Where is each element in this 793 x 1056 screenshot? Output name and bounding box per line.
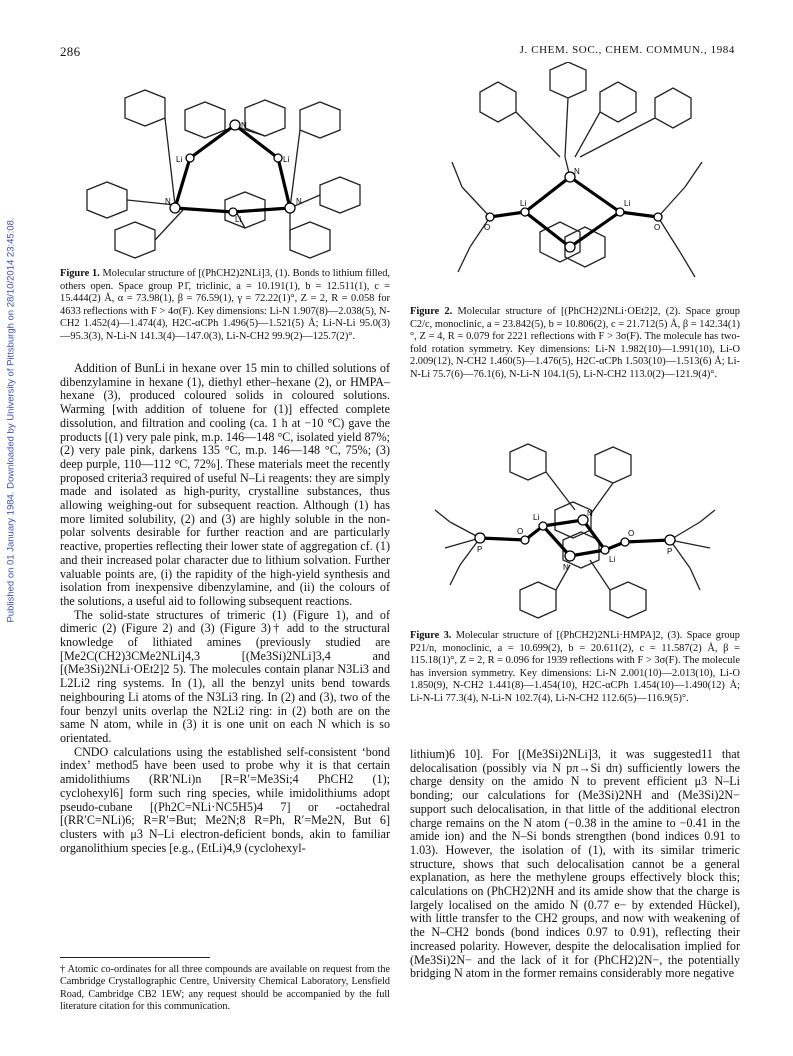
- fig2-li-right: Li: [624, 199, 631, 208]
- fig2-o-right: O: [654, 223, 661, 232]
- fig2-n: N: [574, 167, 580, 176]
- fig2-li-left: Li: [520, 199, 527, 208]
- footnote-rule: [60, 957, 210, 958]
- fig2-o-left: O: [484, 223, 491, 232]
- fig1-n-left: N: [165, 197, 171, 206]
- left-column-text: [60, 362, 390, 855]
- figure-3-structure: [425, 440, 725, 635]
- fig3-li-top: Li: [533, 513, 540, 522]
- fig3-li-bottom: Li: [609, 555, 616, 564]
- figure-1-structure: [75, 80, 375, 270]
- fig3-p-left: P: [477, 545, 483, 554]
- right-column-text: [410, 748, 740, 981]
- footnote: † Atomic co-ordinates for all three compounds are available on request from the Cambridge Crystallographic Centre, University Chemical Laboratory, Lensfield Road, Cambridge CB2 1EW; any request should be accompanied by the full literature citation for this communication.: [60, 964, 390, 1013]
- download-watermark: [0, 200, 22, 640]
- download-watermark-text: Published on 01 January 1984. Downloaded by University of Pittsburgh on 28/10/2014 23:45:08.: [5, 217, 17, 623]
- fig1-n-right: N: [296, 197, 302, 206]
- fig1-li-left: Li: [176, 155, 183, 164]
- fig3-o-left: O: [517, 527, 524, 536]
- figure-2-label: Figure 2.: [410, 306, 453, 317]
- figure-2-caption-text: Molecular structure of [(PhCH2)2NLi·OEt2]2, (2). Space group C2/c, monoclinic, a = 23.842(5), b = 10.806(2), c = 21.712(5) Å, β = 142.34(1)°, Z = 4, R = 0.079 for 2221 reflections with F > 3σ(F). The molecule has two-fold rotation symmetry. Key dimensions: Li-N 1.982(10)—1.991(10), Li-O 2.009(12), N-CH2 1.460(5)—1.476(5), H2C-αCPh 1.503(10)—1.513(6) Å; Li-N-Li 75.7(6)—76.1(6), N-Li-N 104.1(5), Li-N-CH2 113.0(2)—121.9(4)°.: [410, 306, 740, 380]
- fig3-p-right: P: [667, 547, 673, 556]
- figure-1-label: Figure 1.: [60, 268, 100, 279]
- paragraph-3: CNDO calculations using the established self-consistent ‘bond index’ method5 have been used to probe why it is that certain amidolithiums (RR′NLi)n [R=R′=Me3Si;4 PhCH2 (1); cyclohexyl6] form such ring species, while imidolithiums adopt pseudo-cubane [(Ph2C=NLi·NC5H5)4 7] or -octahedral [(RR′C=NLi)6; R=R′=But; Me2N;8 R=Ph, R′=Me2N, But 6] clusters with μ3 N–Li electron-deficient bonds, akin to familiar organolithium species [e.g., (EtLi)4,9 (cyclohexyl-: [60, 744, 390, 855]
- fig3-n-top: N: [587, 509, 593, 518]
- figure-2-structure: [440, 62, 720, 302]
- page-number: 286: [60, 44, 81, 59]
- figure-3-caption-text: Molecular structure of [(PhCH2)2NLi·HMPA]2, (3). Space group P21/n, monoclinic, a = 10.699(2), b = 20.611(2), c = 11.587(2) Å, β = 115.18(1)°, Z = 2, R = 0.096 for 1939 reflections with F > 3σ(F). The molecule has inversion symmetry. Key dimensions: Li-N 2.001(10)—2.013(10), Li-O 1.850(9), N-CH2 1.441(8)—1.454(10), H2C-αCPh 1.454(10)—1.490(12) Å; Li-N-Li 77.3(4), N-Li-N 102.7(4), Li-N-CH2 112.6(5)—116.9(5)°.: [410, 630, 740, 704]
- fig1-n-top: N: [241, 121, 247, 130]
- figure-1-caption-text: Molecular structure of [(PhCH2)2NLi]3, (1). Bonds to lithium filled, others open. Space group P1̄, triclinic, a = 10.191(1), b = 12.511(1), c = 15.444(2) Å, α = 73.98(1), β = 76.59(1), γ = 72.22(1)°, Z = 2, R = 0.058 for 4633 reflections with F > 4σ(F). Key dimensions: Li-N 1.907(8)—2.038(5), N-CH2 1.452(4)—1.474(4), H2C-αCPh 1.496(5)—1.521(5) Å; Li-N-Li 95.0(3)—95.3(3), N-Li-N 141.3(4)—147.0(3), Li-N-CH2 99.9(2)—125.7(2)°.: [60, 268, 390, 342]
- paragraph-4: lithium)6 10]. For [(Me3Si)2NLi]3, it was suggested11 that delocalisation (possibly via N pπ→Si dπ) sufficiently lowers the charge density on the amido N to prevent efficient μ3 N–Li bonding; our calculations for (Me3Si)2NH and (Me3Si)2N− support such delocalisation, in that little of the additional electron charge remains on the N atom (−0.38 in the amine to −0.41 in the amide ion) and the N–Si bonds strengthen (bond indices 0.91 to 1.03). However, the isolation of (1), with its similar trimeric structure, shows that such delocalisation cannot be a general explanation, as here the methylene groups effectively block this; calculations on (PhCH2)2NH and its amide show that the charge is largely localised on the amido N (0.77 e− by extended Hückel), with little transfer to the CH2 groups, and now with weakening of the N–CH2 bonds (bond indices 0.97 to 0.91), reflecting their increased polarity. However, despite the delocalisation implied for (Me3Si)2N− and the lack of it for (PhCH2)2N−, the potentially bridging N atom in the former remains considerably more negative: [410, 747, 740, 981]
- fig3-n-bottom: N: [563, 563, 569, 572]
- journal-header: J. CHEM. SOC., CHEM. COMMUN., 1984: [519, 44, 735, 56]
- paragraph-1: Addition of BunLi in hexane over 15 min to chilled solutions of dibenzylamine in hexane (1), diethyl ether–hexane (2), or HMPA–hexane (3), produced coloured solids in coloured solutions. Warming [with addition of toluene for (1)] effected complete dissolution, and filtration and cooling (ca. 1 h at −10 °C) gave the products [(1) very pale pink, m.p. 146—148 °C, isolated yield 87%; (2) very pale pink, darkens 135 °C, m.p. 146—148 °C, 75%; (3) deep purple, 110—112 °C, 72%]. These materials meet the recently proposed criteria3 required of useful N–Li reagents: they are simply made and isolated as high-purity, crystalline substances, thus allowing weighing-out for subsequent reaction. Although (1) has more limited solubility, (2) and (3) are highly soluble in the non-polar solvents desirable for further reaction and are particularly reactive, properties reflecting their lower state of aggregation cf. (1) and their increased polar character due to lithium solvation. Further valuable points are, (i) the rapidity of the high-yield synthesis and isolation from inexpensive dibenzylamine, and (ii) the colours of the solutions, a useful aid to following subsequent reactions.: [60, 361, 390, 608]
- fig1-li-right: Li: [283, 155, 290, 164]
- figure-1-caption: [60, 268, 390, 344]
- figure-2-caption: [410, 306, 740, 382]
- fig3-o-right: O: [628, 529, 635, 538]
- paragraph-2: The solid-state structures of trimeric (1) (Figure 1), and of dimeric (2) (Figure 2) and (3) (Figure 3)† add to the structural knowledge of lithiated amines (previously studied are [Me2C(CH2)3CMe2NLi]4,3 [(Me3Si)2NLi]3,4 and [(Me3Si)2NLi·OEt2]2 5). The molecules contain planar N3Li3 and L2Li2 ring systems. In (1), all the benzyl units bend towards neighbouring Li atoms of the N3Li3 ring. In (2) and (3), two of the four benzyl units overlap the N2Li2 ring: in (2) both are on the same N atom, while in (3) it is one unit on each N which is so orientated.: [60, 607, 390, 745]
- figure-3-caption: [410, 630, 740, 706]
- figure-3-label: Figure 3.: [410, 630, 452, 641]
- fig1-li-bottom: Li: [235, 215, 242, 224]
